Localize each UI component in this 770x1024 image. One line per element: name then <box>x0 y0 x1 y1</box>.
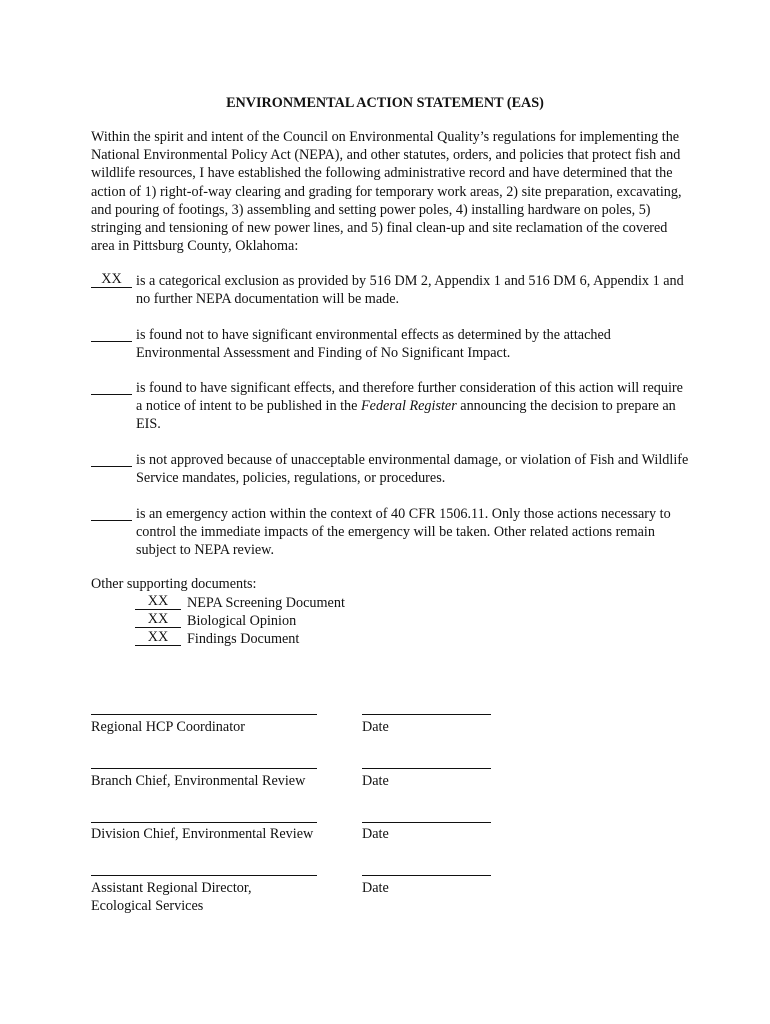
signature-role-line1: Assistant Regional Director, <box>91 880 252 896</box>
option-mark-field[interactable] <box>91 379 132 395</box>
signature-role: Branch Chief, Environmental Review <box>91 773 306 789</box>
option-text: is an emergency action within the context of 40 CFR 1506.11. Only those actions necessary to control the immediate impacts of the emergency will be taken. Other related actions remain subject to NEPA review. <box>136 506 671 558</box>
federal-register-italic: Federal Register <box>360 398 457 414</box>
date-label: Date <box>362 719 389 735</box>
signature-line[interactable] <box>91 768 317 769</box>
date-line[interactable] <box>362 768 491 769</box>
option-text: is not approved because of unacceptable environmental damage, or violation of Fish and Wildlife Service mandates, policies, regulations, or procedures. <box>136 452 689 486</box>
signature-role-line2: Ecological Services <box>91 898 204 914</box>
signature-line[interactable] <box>91 875 317 876</box>
date-label: Date <box>362 880 389 896</box>
supporting-mark-field[interactable]: XX <box>135 630 181 646</box>
option-text <box>136 379 691 433</box>
supporting-label: Biological Opinion <box>187 613 297 629</box>
option-emergency-action <box>91 505 691 559</box>
option-mark-field[interactable]: XX <box>91 272 132 288</box>
date-line[interactable] <box>362 714 491 715</box>
option-no-significant-effects <box>91 326 691 362</box>
signature-line[interactable] <box>91 822 317 823</box>
supporting-label: NEPA Screening Document <box>187 595 345 611</box>
supporting-mark-field[interactable]: XX <box>135 612 181 628</box>
option-text-before: is found to have significant effects, and therefore further consideration of this action will require a notice of intent to be published in the <box>136 380 683 414</box>
supporting-mark-field[interactable]: XX <box>135 594 181 610</box>
supporting-item <box>135 594 345 612</box>
option-categorical-exclusion <box>91 272 691 308</box>
signature-role: Regional HCP Coordinator <box>91 719 245 735</box>
intro-paragraph: Within the spirit and intent of the Council on Environmental Quality’s regulations for implementing the National Environmental Policy Act (NEPA), and other statutes, orders, and policies that protect fish and wildlife resources, I have established the following administrative record and have determined that the action of 1) right-of-way clearing and grading for temporary work areas, 2) site preparation, excavating, and pouring of footings, 3) assembling and setting power poles, 4) installing hardware on poles, 5) stringing and tensioning of new power lines, and 5) final clean-up and site reclamation of the covered area in Pittsburg County, Oklahoma: <box>91 129 682 255</box>
supporting-item <box>135 630 299 648</box>
supporting-item <box>135 612 296 630</box>
document-title: ENVIRONMENTAL ACTION STATEMENT (EAS) <box>226 95 544 111</box>
option-mark-field[interactable] <box>91 326 132 342</box>
date-line[interactable] <box>362 875 491 876</box>
option-text: is found not to have significant environmental effects as determined by the attached Environmental Assessment and Finding of No Significant Impact. <box>136 327 611 361</box>
supporting-label: Findings Document <box>187 631 300 647</box>
option-mark-field[interactable] <box>91 505 132 521</box>
supporting-documents-heading: Other supporting documents: <box>91 576 257 592</box>
option-text: is a categorical exclusion as provided by 516 DM 2, Appendix 1 and 516 DM 6, Appendix 1 and no further NEPA documentation will be made. <box>136 273 684 307</box>
date-label: Date <box>362 773 389 789</box>
date-label: Date <box>362 826 389 842</box>
option-not-approved <box>91 451 691 487</box>
signature-role: Division Chief, Environmental Review <box>91 826 314 842</box>
option-significant-effects <box>91 379 691 433</box>
option-mark-field[interactable] <box>91 451 132 467</box>
option-text-after: announcing the decision to prepare an EIS. <box>136 398 676 432</box>
signature-line[interactable] <box>91 714 317 715</box>
date-line[interactable] <box>362 822 491 823</box>
